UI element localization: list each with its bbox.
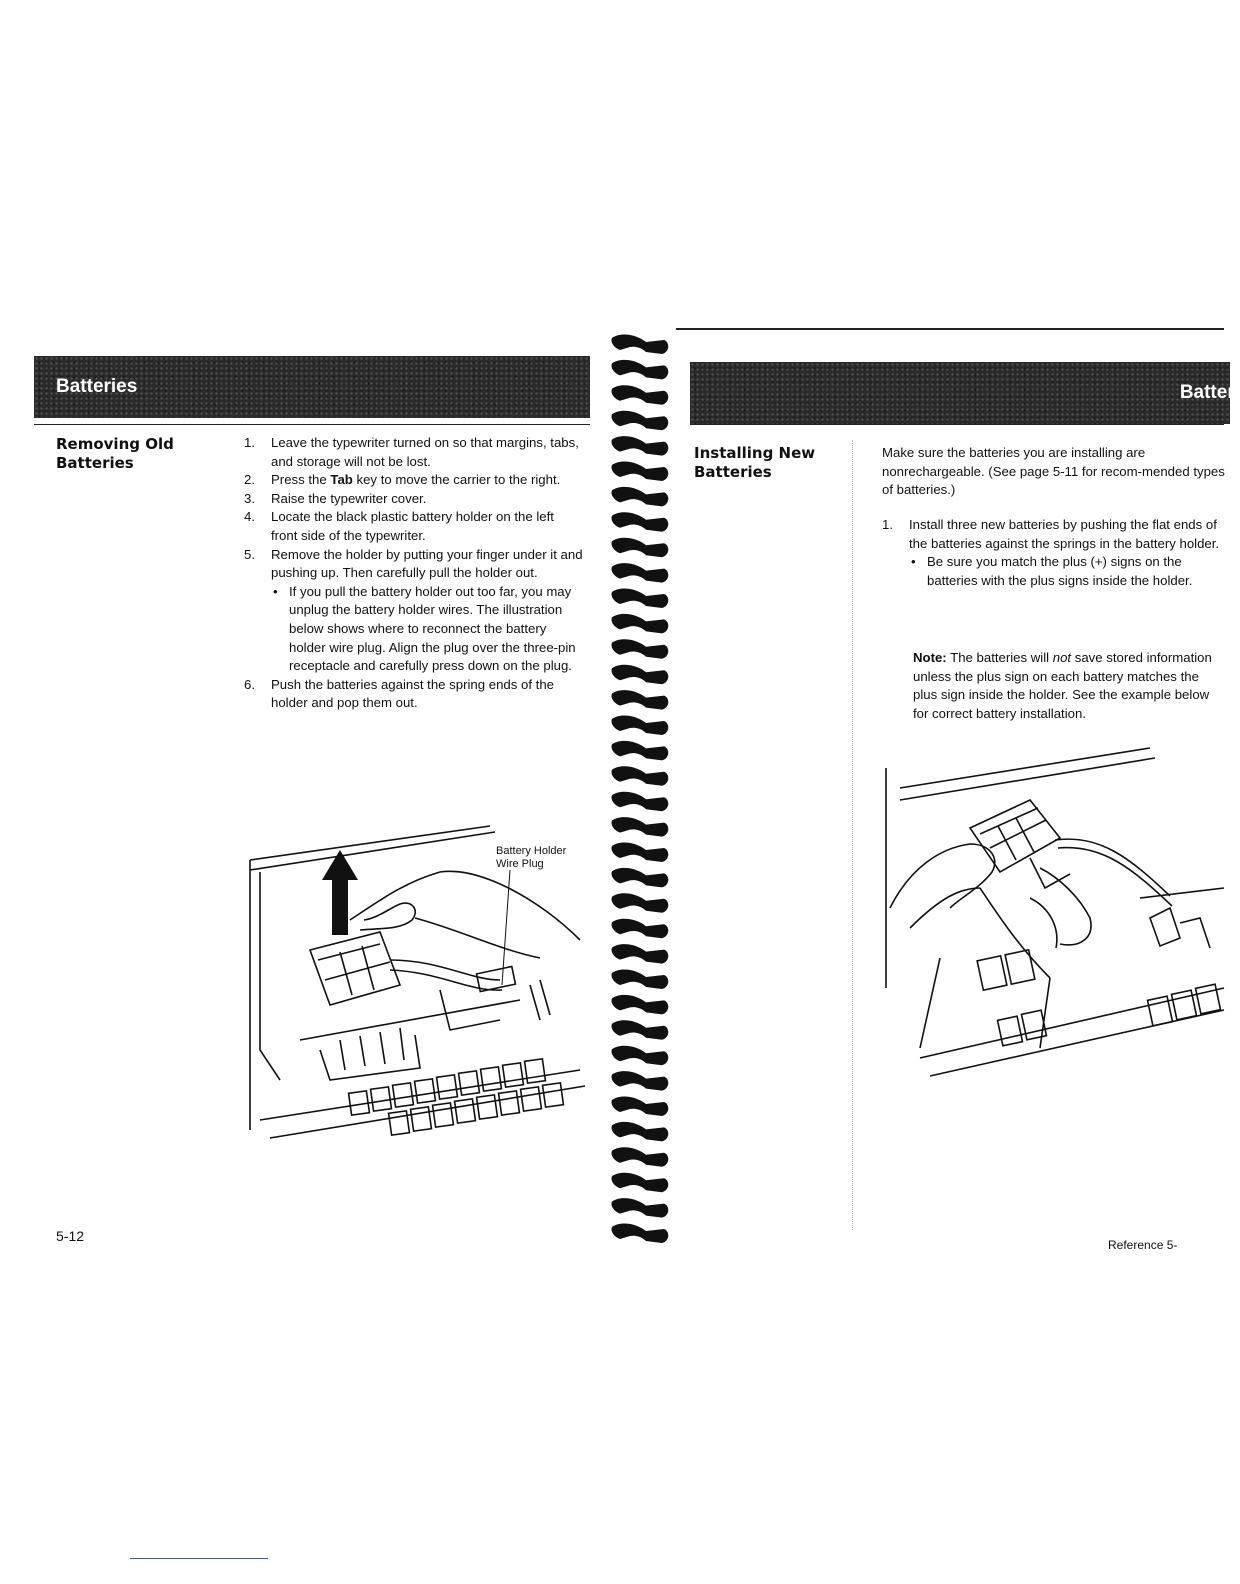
banner-rule-left [34,424,590,425]
spiral-coil [611,639,668,658]
column-guide [852,440,853,1230]
install-step-1 [882,516,1227,590]
spiral-coil [611,1198,668,1217]
step-text: Install three new batteries by pushing the flat ends of the batteries against the springs in the battery holder. [909,517,1220,551]
installation-note [913,649,1218,723]
step-number: 2. [244,472,255,488]
note-text-before: The batteries will [950,650,1053,665]
installation-step-1 [882,516,1227,590]
step-number: 5. [244,546,255,562]
removal-instructions [244,434,584,713]
step-number: 1. [244,435,255,450]
spiral-coil [611,919,668,938]
step-text: Remove the holder by putting your finger under it and pushing up. Then carefully pull the holder out. [271,546,583,581]
step-text: Push the batteries against the spring ends of the holder and pop them out. [271,676,554,711]
spiral-coil [611,665,668,684]
spiral-coil [611,436,668,455]
up-arrow-icon [322,850,358,935]
note-emphasis: not [1052,650,1072,665]
spiral-coil [611,360,668,379]
section-heading-installing-new-batteries: Installing New Batteries [694,444,816,481]
spiral-coil [611,1147,668,1166]
step-3 [244,490,584,509]
spiral-coil [611,893,668,912]
spiral-coil [611,1097,668,1116]
spiral-coil [611,1020,668,1039]
banner-rule-right [690,424,1224,425]
spiral-coil [611,868,668,887]
spiral-coil [611,614,668,633]
spiral-coil [611,741,668,760]
spiral-coil [611,1173,668,1192]
step-text: Raise the typewriter cover. [271,490,427,506]
spiral-coil [611,411,668,430]
bullet-text: Be sure you match the plus (+) signs on the batteries with the plus signs inside the holder. [927,554,1193,588]
step-text-after: key to move the carrier to the right. [352,472,561,488]
battery-installation-illustration [880,748,1224,1078]
step-text: Leave the typewriter turned on so that margins, tabs, and storage will not be lost. [271,435,579,469]
section-banner-right [690,362,1240,424]
step-4 [244,508,584,545]
step-5-bullet [271,583,584,676]
spiral-coil [611,335,668,354]
step-number: 3. [244,490,255,506]
spiral-coil [611,690,668,709]
spiral-coil [611,1071,668,1090]
step-1 [244,434,584,471]
spiral-coil [611,589,668,608]
spiral-coil [611,766,668,785]
tab-key-label: Tab [330,472,353,488]
step-text: Locate the black plastic battery holder on the left front side of the typewriter. [271,509,554,543]
step-text-before: Press the [271,472,331,488]
spiral-coil [611,970,668,989]
spiral-coil [611,1046,668,1065]
spiral-coil [611,792,668,811]
bullet-icon: • [911,554,916,570]
bullet-text: If you pull the battery holder out too far, you may unplug the battery holder wires. The illustration below shows where to reconnect the battery holder wire plug. Align the plug over the three-pin receptacle and carefully press down on the plug. [289,583,576,674]
note-label: Note: [913,650,947,665]
section-heading-removing-old-batteries: Removing Old Batteries [56,435,174,472]
banner-title: Batteries [56,376,138,397]
bullet-icon: • [273,583,278,599]
spiral-coil [611,563,668,582]
installation-intro: Make sure the batteries you are installing are nonrechargeable. (See page 5-11 for recom-mended types of batteries.) [882,445,1225,498]
spiral-coil [611,817,668,836]
spiral-binding [606,330,676,1248]
note-text-after: save stored information unless the plus sign on each battery matches the plus sign inside the holder. See the example below for correct battery installation. [913,650,1212,721]
footer-underline [130,1558,268,1559]
step-2 [244,471,584,490]
section-banner-left [34,356,590,418]
spiral-coil [611,716,668,735]
label-wire-plug: Wire Plug [496,858,544,870]
page-number-left: 5-12 [56,1228,85,1244]
spiral-coil [611,843,668,862]
page-footer-right: Reference 5- [1108,1238,1178,1252]
spiral-coil [611,512,668,531]
step-6 [244,676,584,713]
install-step-1-bullet [909,553,1227,590]
banner-title: Batteri [1179,382,1240,403]
spiral-coil [611,462,668,481]
step-number: 6. [244,676,255,692]
step-number: 1. [882,517,893,532]
top-rule-right [676,328,1224,330]
step-number: 4. [244,509,255,525]
spiral-coil [611,995,668,1014]
spiral-coil [611,385,668,404]
battery-holder-removal-illustration [240,820,600,1140]
spiral-coil [611,538,668,557]
step-5 [244,546,584,676]
spiral-coil [611,1122,668,1141]
spiral-coil [611,1224,668,1243]
label-battery-holder: Battery Holder [496,845,567,857]
spiral-coil [611,487,668,506]
spiral-coil [611,944,668,963]
